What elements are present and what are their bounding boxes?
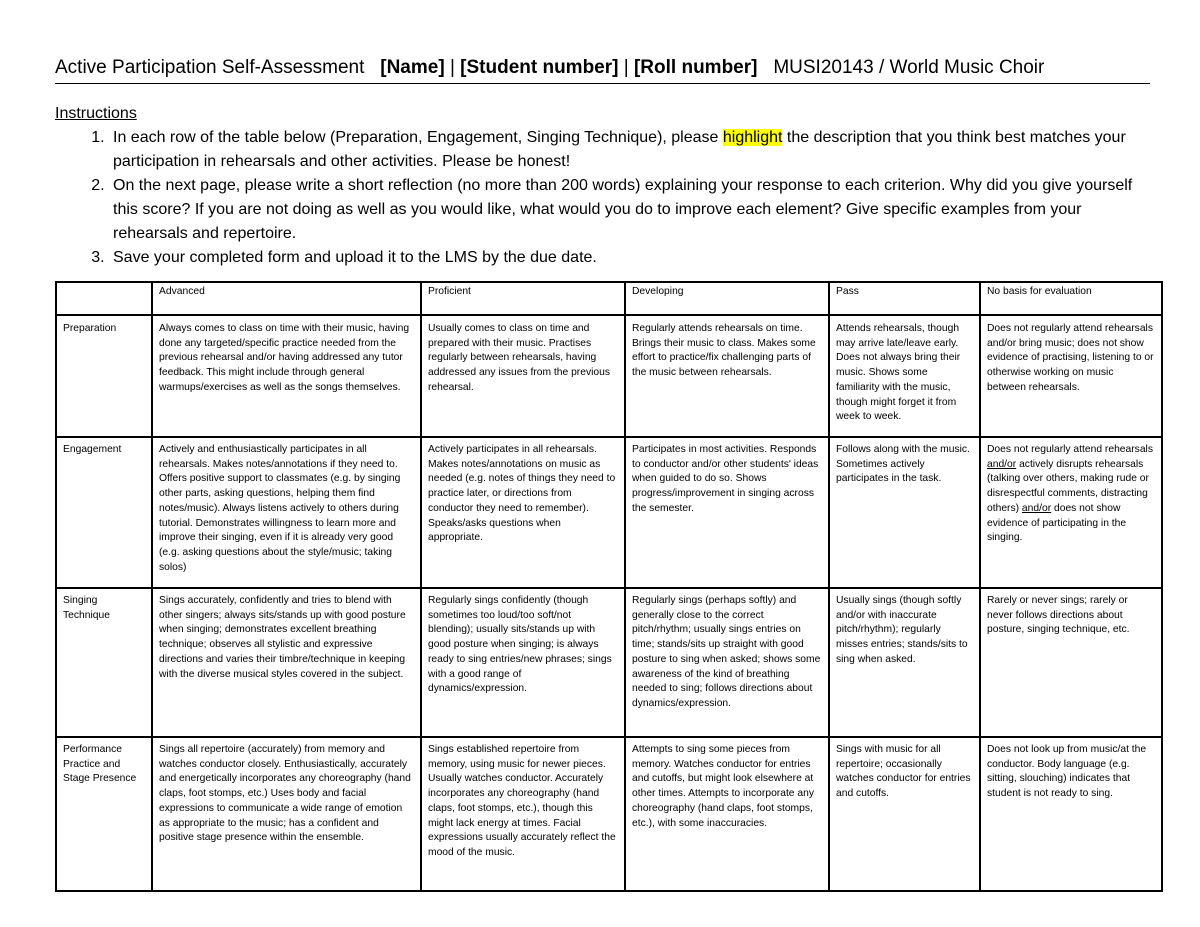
no-basis-cell[interactable]: Rarely or never sings; rarely or never follows directions about posture, singing technique, etc. <box>980 588 1162 737</box>
page-header <box>55 57 1150 84</box>
underlined-text: and/or <box>1021 502 1052 514</box>
proficient-cell[interactable]: Actively participates in all rehearsals. Makes notes/annotations on music as needed (e.g. notes of things they need to practice later, or directions from conductor they need to remember). Speaks/asks questions when appropriate. <box>421 437 625 588</box>
instruction-text: the description that you think best matches your participation in rehearsals and other activities. Please be honest! <box>113 129 1126 170</box>
pass-cell[interactable]: Usually sings (though softly and/or with inaccurate pitch/rhythm); regularly misses entries; stands/sits to sing when asked. <box>829 588 980 737</box>
criterion-cell: Engagement <box>56 437 152 588</box>
instructions-list <box>55 126 1145 270</box>
proficient-cell[interactable]: Regularly sings confidently (though sometimes too loud/too soft/not blending); usually sits/stands up with good posture when singing; is always ready to sing entries/new phrases; sings with a good range of dynamics/expression. <box>421 588 625 737</box>
table-header-row <box>56 282 1162 315</box>
cell-text: actively disrupts rehearsals (talking over others, making rude or disrespectful comments, distracting others) <box>987 458 1149 514</box>
pass-cell[interactable]: Follows along with the music. Sometimes actively participates in the task. <box>829 437 980 588</box>
no-basis-cell[interactable] <box>980 437 1162 588</box>
header-cell-pass: Pass <box>829 282 980 315</box>
table-row <box>56 737 1162 891</box>
separator: | <box>623 57 629 78</box>
course-code: MUSI20143 / World Music Choir <box>773 57 1045 78</box>
criterion-cell: Preparation <box>56 315 152 437</box>
advanced-cell[interactable]: Sings all repertoire (accurately) from memory and watches conductor closely. Enthusiastically, accurately and energetically incorporates any choreography (hand claps, foot stomps, etc.) Uses body and facial expressions to communicate a wide range of emotion as appropriate to the music; has a confident and positive stage presence within the ensemble. <box>152 737 421 891</box>
student-number-field: [Student number] <box>460 57 619 78</box>
form-title: Active Participation Self-Assessment <box>55 57 365 78</box>
advanced-cell[interactable]: Always comes to class on time with their music, having done any targeted/specific practice needed from the previous rehearsal and/or having addressed any tutor feedback. This might include through general warmups/exercises as well as the songs themselves. <box>152 315 421 437</box>
instruction-text: In each row of the table below (Preparation, Engagement, Singing Technique), please <box>113 129 723 146</box>
header-cell-proficient: Proficient <box>421 282 625 315</box>
rubric-table <box>55 281 1163 892</box>
separator: | <box>449 57 455 78</box>
table-row <box>56 437 1162 588</box>
proficient-cell[interactable]: Sings established repertoire from memory, using music for newer pieces. Usually watches conductor. Accurately incorporates any choreography (hand claps, foot stomps, etc.), though this might lack energy at times. Facial expressions usually accurately reflect the mood of the music. <box>421 737 625 891</box>
name-field: [Name] <box>380 57 445 78</box>
table-row <box>56 588 1162 737</box>
criterion-cell: Singing Technique <box>56 588 152 737</box>
no-basis-cell[interactable]: Does not look up from music/at the conductor. Body language (e.g. sitting, slouching) indicates that student is not ready to sing. <box>980 737 1162 891</box>
header-cell-no-basis: No basis for evaluation <box>980 282 1162 315</box>
proficient-cell[interactable]: Usually comes to class on time and prepared with their music. Practises regularly between rehearsals, having addressed any issues from the previous rehearsal. <box>421 315 625 437</box>
instructions-heading: Instructions <box>55 105 137 122</box>
instructions-section <box>55 102 1145 270</box>
underlined-text: and/or <box>987 458 1017 470</box>
developing-cell[interactable]: Regularly sings (perhaps softly) and generally close to the correct pitch/rhythm; usually sings entries on time; stands/sits up straight with good posture to sing when asked; shows some awareness of the kind of breathing needed to sing; follows directions about dynamics/expression. <box>625 588 829 737</box>
roll-number-field: [Roll number] <box>633 57 758 78</box>
header-cell-developing: Developing <box>625 282 829 315</box>
highlighted-word: highlight <box>722 129 783 146</box>
header-cell-advanced: Advanced <box>152 282 421 315</box>
advanced-cell[interactable]: Actively and enthusiastically participates in all rehearsals. Makes notes/annotations if they need to. Offers positive support to classmates (e.g. by singing other parts, asking questions, helping them find notes/music). Always listens actively to others during tutorial. Demonstrates willingness to learn more and improve their singing, even if it is already very good (e.g. asking questions about the style/music; taking solos) <box>152 437 421 588</box>
instruction-item <box>109 126 1145 174</box>
instruction-item: 3. Save your completed form and upload it to the LMS by the due date. <box>109 246 1145 270</box>
pass-cell[interactable]: Sings with music for all repertoire; occasionally watches conductor for entries and cutoffs. <box>829 737 980 891</box>
criterion-cell: Performance Practice and Stage Presence <box>56 737 152 891</box>
header-cell-empty <box>56 282 152 315</box>
developing-cell[interactable]: Attempts to sing some pieces from memory. Watches conductor for entries and cutoffs, but might look elsewhere at other times. Attempts to incorporate any choreography (hand claps, foot stomps, etc.), with some inaccuracies. <box>625 737 829 891</box>
cell-text: Does not regularly attend rehearsals <box>987 444 1153 455</box>
cell-text: does not show evidence of participating in the singing. <box>987 502 1127 544</box>
pass-cell[interactable]: Attends rehearsals, though may arrive late/leave early. Does not always bring their music. Shows some familiarity with the music, though might forget it from week to week. <box>829 315 980 437</box>
table-row <box>56 315 1162 437</box>
instruction-item: 2. On the next page, please write a short reflection (no more than 200 words) explaining your response to each criterion. Why did you give yourself this score? If you are not doing as well as you would like, what would you do to improve each element? Give specific examples from your rehearsals and repertoire. <box>109 174 1145 246</box>
developing-cell[interactable]: Regularly attends rehearsals on time. Brings their music to class. Makes some effort to practice/fix challenging parts of the music between rehearsals. <box>625 315 829 437</box>
no-basis-cell[interactable]: Does not regularly attend rehearsals and/or bring music; does not show evidence of practising, listening to or otherwise working on music between rehearsals. <box>980 315 1162 437</box>
developing-cell[interactable]: Participates in most activities. Responds to conductor and/or other students' ideas when guided to do so. Shows progress/improvement in singing across the semester. <box>625 437 829 588</box>
advanced-cell[interactable]: Sings accurately, confidently and tries to blend with other singers; always sits/stands up with good posture when singing; demonstrates excellent breathing technique; observes all stylistic and expressive directions and varies their timbre/technique in keeping with the diverse musical styles covered in the subject. <box>152 588 421 737</box>
